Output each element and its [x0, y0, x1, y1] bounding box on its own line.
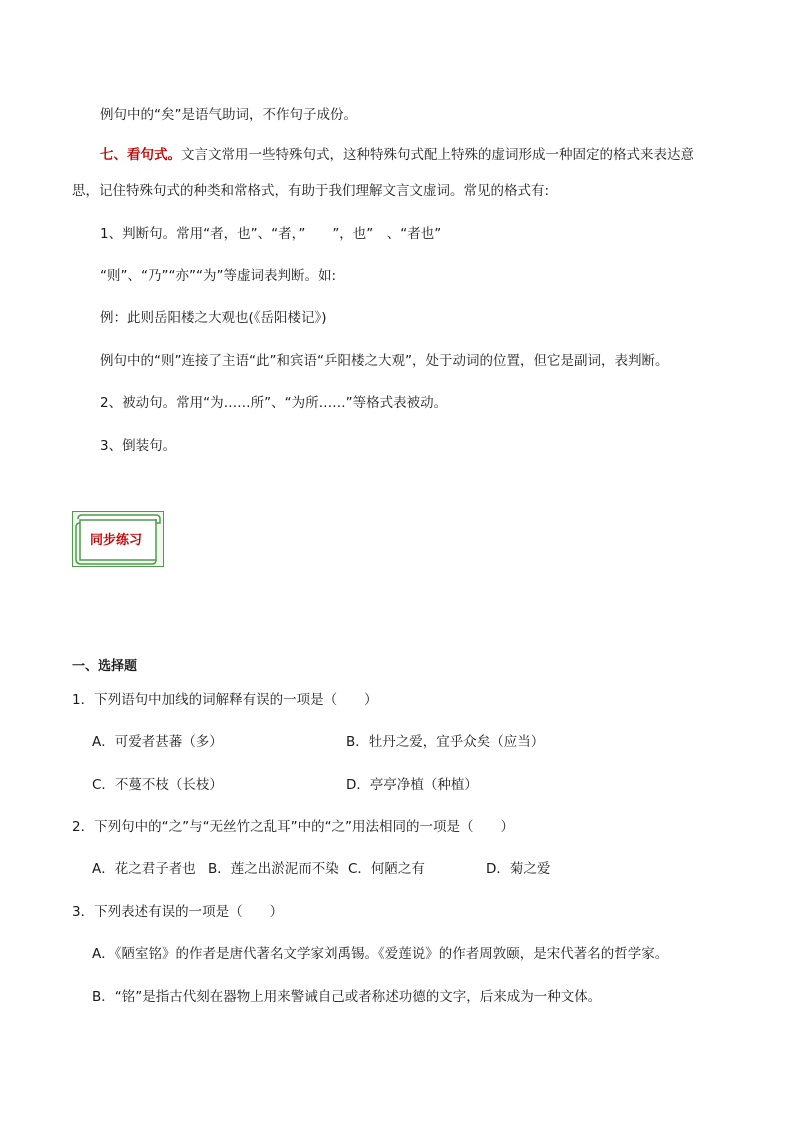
question-option: B．莲之出淤泥而不染 — [208, 861, 339, 877]
question-option: B．“铭”是指古代刻在器物上用来警诫自己或者称述功德的文字，后来成为一种文体。 — [92, 989, 602, 1005]
question-stem: 3．下列表述有误的一项是（ ） — [72, 904, 284, 920]
paragraph-line: “则”、“乃”“亦”“为”等虚词表判断。如: — [100, 268, 336, 284]
question-option: D．菊之爱 — [486, 861, 551, 877]
paragraph-line: 3、倒装句。 — [100, 438, 177, 454]
paragraph-line: 思，记住特殊句式的种类和常格式，有助于我们理解文言文虚词。常见的格式有: — [72, 183, 550, 199]
question-stem: 2．下列句中的“之”与“无丝竹之乱耳”中的“之”用法相同的一项是（ ） — [72, 819, 515, 835]
question-option: C．不蔓不枝（长枝） — [92, 777, 223, 793]
question-option: D．亭亭净植（种植） — [346, 777, 478, 793]
paragraph-line: 例句中的“矣”是语气助词，不作句子成份。 — [100, 107, 357, 123]
banner-label: 同步练习 — [90, 533, 143, 548]
section-title: 一、选择题 — [72, 659, 138, 674]
paragraph-line — [100, 146, 694, 164]
question-option: C．何陋之有 — [348, 861, 425, 877]
sync-practice-banner — [72, 511, 164, 567]
question-option: A．可爱者甚蕃（多） — [92, 734, 223, 750]
paragraph-text: 文言文常用一些特殊句式，这种特殊句式配上特殊的虚词形成一种固定的格式来表达意 — [181, 147, 694, 163]
question-option: A．《陋室铭》的作者是唐代著名文学家刘禹锡。《爱莲说》的作者周敦颐，是宋代著名的哲学家。 — [92, 946, 669, 962]
paragraph-line: 1、判断句。常用“者，也”、“者，” ”，也” 、“者也” — [100, 226, 442, 242]
question-option: A．花之君子者也 — [92, 861, 196, 877]
question-option: B．牡丹之爱，宜乎众矣（应当） — [346, 734, 545, 750]
question-stem: 1．下列语句中加线的词解释有误的一项是（ ） — [72, 692, 378, 708]
paragraph-line: 2、被动句。常用“为……所”、“为所……”等格式表被动。 — [100, 395, 448, 411]
paragraph-line: 例：此则岳阳楼之大观也(《岳阳楼记》) — [100, 310, 327, 326]
paragraph-line: 例句中的“则”连接了主语“此”和宾语“乒阳楼之大观”，处于动词的位置，但它是副词，表判断。 — [100, 353, 669, 369]
section-heading: 七、看句式。 — [100, 147, 181, 163]
